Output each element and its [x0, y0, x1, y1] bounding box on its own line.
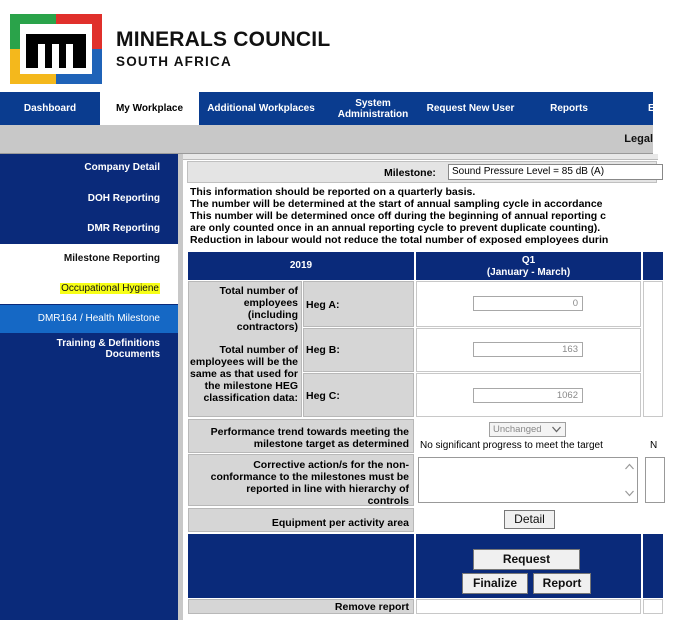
- sidebar-item-doh-reporting[interactable]: DOH Reporting: [87, 193, 160, 204]
- remove-report-label-cell: [188, 599, 414, 614]
- cut-off-row: [183, 154, 658, 160]
- equipment-label-cell: [188, 508, 414, 532]
- sidebar-item-milestone-reporting[interactable]: [0, 244, 178, 304]
- header: [0, 0, 653, 92]
- info-line: This information should be reported on a quarterly basis.: [190, 186, 476, 198]
- brand-title: MINERALS COUNCIL: [116, 28, 331, 51]
- nav-reports[interactable]: Reports: [550, 103, 588, 114]
- scroll-down-icon[interactable]: [625, 490, 634, 497]
- legal-link[interactable]: Legal: [624, 133, 653, 145]
- milestone-row: [187, 161, 657, 183]
- q2-cells-cut: [643, 281, 663, 417]
- same-as-label: Total number of employees will be the same as that used for the milestone HEG classification data:: [190, 344, 298, 404]
- main-content: [178, 154, 658, 620]
- equipment-label: Equipment per activity area: [271, 517, 409, 529]
- q1-header: [416, 252, 641, 280]
- trend-select[interactable]: [489, 422, 566, 437]
- sidebar-item-dmr-reporting[interactable]: DMR Reporting: [87, 223, 160, 234]
- brand-subtitle: SOUTH AFRICA: [116, 54, 232, 69]
- heg-c-input[interactable]: 1062: [473, 388, 583, 403]
- nav-system-administration[interactable]: System Administration: [337, 97, 409, 120]
- chevron-down-icon: [552, 426, 561, 433]
- year-header: 2019: [188, 252, 414, 280]
- sub-header-strip: [0, 125, 653, 154]
- sidebar-item-training-definitions[interactable]: Training & Definitions Documents: [56, 338, 160, 360]
- equipment-value-cell: [416, 508, 641, 532]
- action-buttons-cell: [416, 534, 641, 598]
- trend-select-value: Unchanged: [493, 424, 542, 435]
- remove-report-value-cell: [416, 599, 641, 614]
- sidebar-item-milestone-label: Milestone Reporting: [63, 253, 160, 264]
- heg-b-label: Heg B:: [306, 344, 340, 356]
- sidebar: [0, 154, 178, 620]
- corrective-value-cell: [416, 454, 641, 506]
- heg-a-input[interactable]: 0: [473, 296, 583, 311]
- heg-a-label: Heg A:: [306, 299, 340, 311]
- minerals-council-logo: [10, 14, 102, 84]
- heg-a-label-cell: [303, 281, 414, 327]
- finalize-button[interactable]: Finalize: [462, 573, 528, 594]
- milestone-label: Milestone:: [384, 167, 436, 179]
- remove-report-cut-cell: [643, 599, 663, 614]
- scroll-up-icon[interactable]: [625, 463, 634, 470]
- occupational-hygiene-label: Occupational Hygiene: [61, 283, 159, 294]
- q1-label: Q1: [521, 255, 536, 266]
- trend-value-cell: [416, 419, 641, 453]
- trend-text: No significant progress to meet the target: [420, 440, 603, 451]
- heg-a-value-cell: [416, 281, 641, 327]
- heg-c-value-cell: [416, 373, 641, 417]
- nav-additional-workplaces[interactable]: Additional Workplaces: [207, 103, 315, 114]
- action-cut-cell: [643, 534, 663, 598]
- nav-more[interactable]: E: [648, 103, 655, 114]
- trend-text-cut: N: [650, 440, 658, 451]
- trend-label: Performance trend towards meeting the milestone target as determined: [210, 426, 409, 450]
- q1-range: (January - March): [486, 267, 571, 278]
- heg-b-input[interactable]: 163: [473, 342, 583, 357]
- employees-label-cell: [188, 281, 302, 417]
- trend-label-cell: [188, 419, 414, 453]
- remove-report-label: Remove report: [334, 601, 409, 613]
- sidebar-subitem-occupational-hygiene[interactable]: [0, 283, 160, 294]
- milestone-select[interactable]: Sound Pressure Level = 85 dB (A): [448, 164, 663, 180]
- corrective-label-cell: [188, 454, 414, 506]
- corrective-textarea-cut[interactable]: [645, 457, 665, 503]
- nav-dashboard[interactable]: Dashboard: [23, 103, 77, 114]
- main-nav: [0, 92, 653, 125]
- detail-button[interactable]: Detail: [504, 510, 555, 529]
- heg-c-label: Heg C:: [306, 390, 340, 402]
- info-line: Reduction in labour would not reduce the total number of exposed employees durin: [190, 234, 609, 246]
- request-button[interactable]: Request: [473, 549, 580, 570]
- corrective-label: Corrective action/s for the non-conformance to the milestones must be reported in line with hierarchy of controls: [210, 459, 409, 507]
- heg-b-label-cell: [303, 328, 414, 372]
- q2-header-cut: [643, 252, 663, 280]
- info-line: are only counted once in an annual reporting cycle to prevent duplicate counting).: [190, 222, 601, 234]
- sidebar-item-dmr164[interactable]: DMR164 / Health Milestone: [0, 305, 178, 333]
- info-text: [190, 186, 660, 246]
- heg-c-label-cell: [303, 373, 414, 417]
- total-employees-label: Total number of employees (including contractors): [219, 285, 298, 333]
- nav-my-workplace[interactable]: My Workplace: [100, 92, 199, 125]
- info-line: This number will be determined once off during the beginning of annual reporting c: [190, 210, 606, 222]
- action-left-cell: [188, 534, 414, 598]
- sidebar-item-company-detail[interactable]: Company Detail: [84, 162, 160, 173]
- nav-request-new-user[interactable]: Request New User: [426, 103, 515, 114]
- report-button[interactable]: Report: [533, 573, 591, 594]
- corrective-textarea[interactable]: [418, 457, 638, 503]
- info-line: The number will be determined at the start of annual sampling cycle in accordance: [190, 198, 603, 210]
- heg-b-value-cell: [416, 328, 641, 372]
